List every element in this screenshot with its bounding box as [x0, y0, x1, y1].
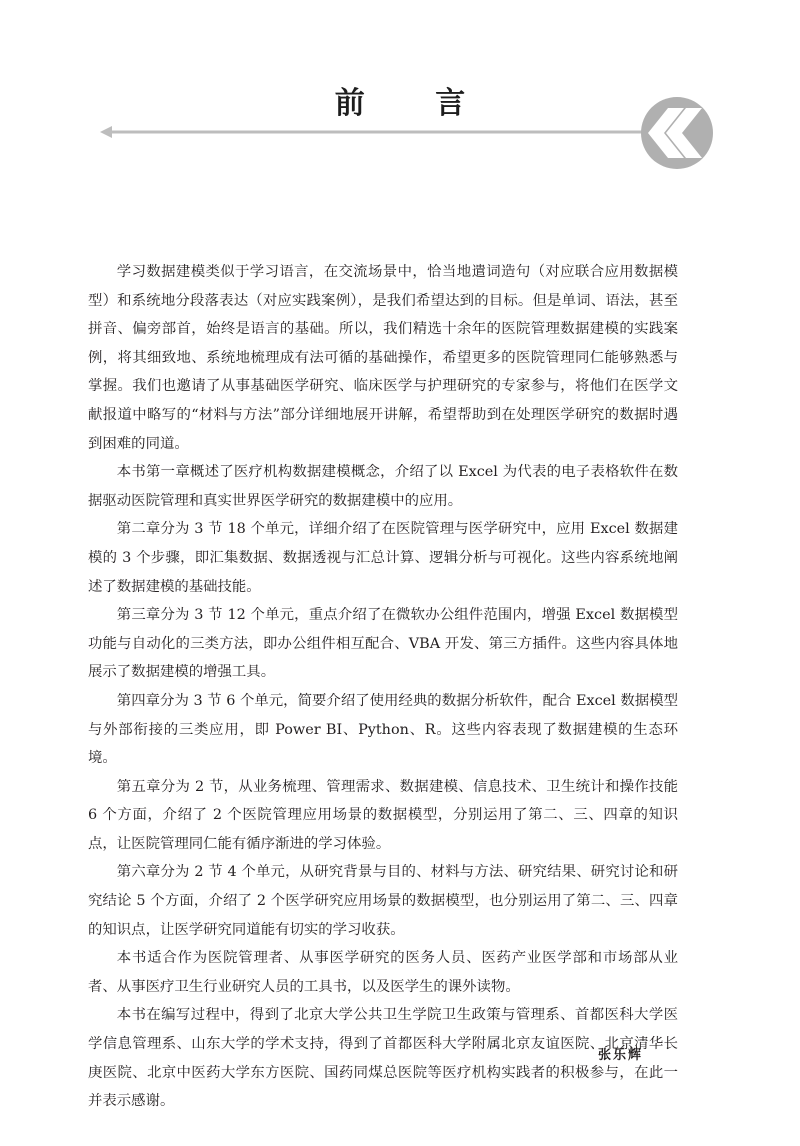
paragraph: 第三章分为 3 节 12 个单元，重点介绍了在微软办公组件范围内，增强 Excel 数据模型功能与自动化的三类方法，即办公组件相互配合、VBA 开发、第三方插件。这些内容具体地展示了数据建模的增强工具。	[88, 607, 678, 681]
author-signature: 张乐辉	[598, 1048, 644, 1063]
paragraph: 第四章分为 3 节 6 个单元，简要介绍了使用经典的数据分析软件，配合 Excel 数据模型与外部衔接的三类应用，即 Power BI、Python、R。这些内容表现了数据建模的生态环境。	[88, 692, 678, 767]
paragraph: 第六章分为 2 节 4 个单元，从研究背景与目的、材料与方法、研究结果、研究讨论和研究结论 5 个方面，介绍了 2 个医学研究应用场景的数据模型，也分别运用了第二、三、四章的知识点，让医学研究同道能有切实的学习收获。	[88, 864, 678, 938]
paragraph: 第五章分为 2 节，从业务梳理、管理需求、数据建模、信息技术、卫生统计和操作技能 6 个方面，介绍了 2 个医院管理应用场景的数据模型，分别运用了第二、三、四章的知识点，让医院管理同仁能有循序渐进的学习体验。	[88, 778, 678, 852]
arrow-line	[100, 126, 646, 138]
paragraph: 本书第一章概述了医疗机构数据建模概念，介绍了以 Excel 为代表的电子表格软件在数据驱动医院管理和真实世界医学研究的数据建模中的应用。	[88, 464, 678, 509]
paragraph: 本书在编写过程中，得到了北京大学公共卫生学院卫生政策与管理系、首都医科大学医学信息管理系、山东大学的学术支持，得到了首都医科大学附属北京友谊医院、北京清华长庚医院、北京中医药大学东方医院、国药同煤总医院等医疗机构实践者的积极参与，在此一并表示感谢。	[88, 1007, 678, 1110]
paragraph: 第二章分为 3 节 18 个单元，详细介绍了在医院管理与医学研究中，应用 Excel 数据建模的 3 个步骤，即汇集数据、数据透视与汇总计算、逻辑分析与可视化。这些内容系统地阐述了数据建模的基础技能。	[88, 521, 678, 595]
paragraph: 本书适合作为医院管理者、从事医学研究的医务人员、医药产业医学部和市场部从业者、从事医疗卫生行业研究人员的工具书，以及医学生的课外读物。	[88, 950, 678, 995]
header-decoration	[0, 0, 800, 200]
page-title: 前 言	[334, 86, 496, 121]
double-chevron-left-icon	[641, 97, 713, 169]
preface-body	[88, 258, 678, 1116]
paragraph: 学习数据建模类似于学习语言，在交流场景中，恰当地遣词造句（对应联合应用数据模型）和系统地分段落表达（对应实践案例），是我们希望达到的目标。但是单词、语法，甚至拼音、偏旁部首，始终是语言的基础。所以，我们精选十余年的医院管理数据建模的实践案例，将其细致地、系统地梳理成有法可循的基础操作，希望更多的医院管理同仁能够熟悉与掌握。我们也邀请了从事基础医学研究、临床医学与护理研究的专家参与，将他们在医学文献报道中略写的“材料与方法”部分详细地展开讲解，希望帮助到在处理医学研究的数据时遇到困难的同道。	[88, 264, 678, 452]
